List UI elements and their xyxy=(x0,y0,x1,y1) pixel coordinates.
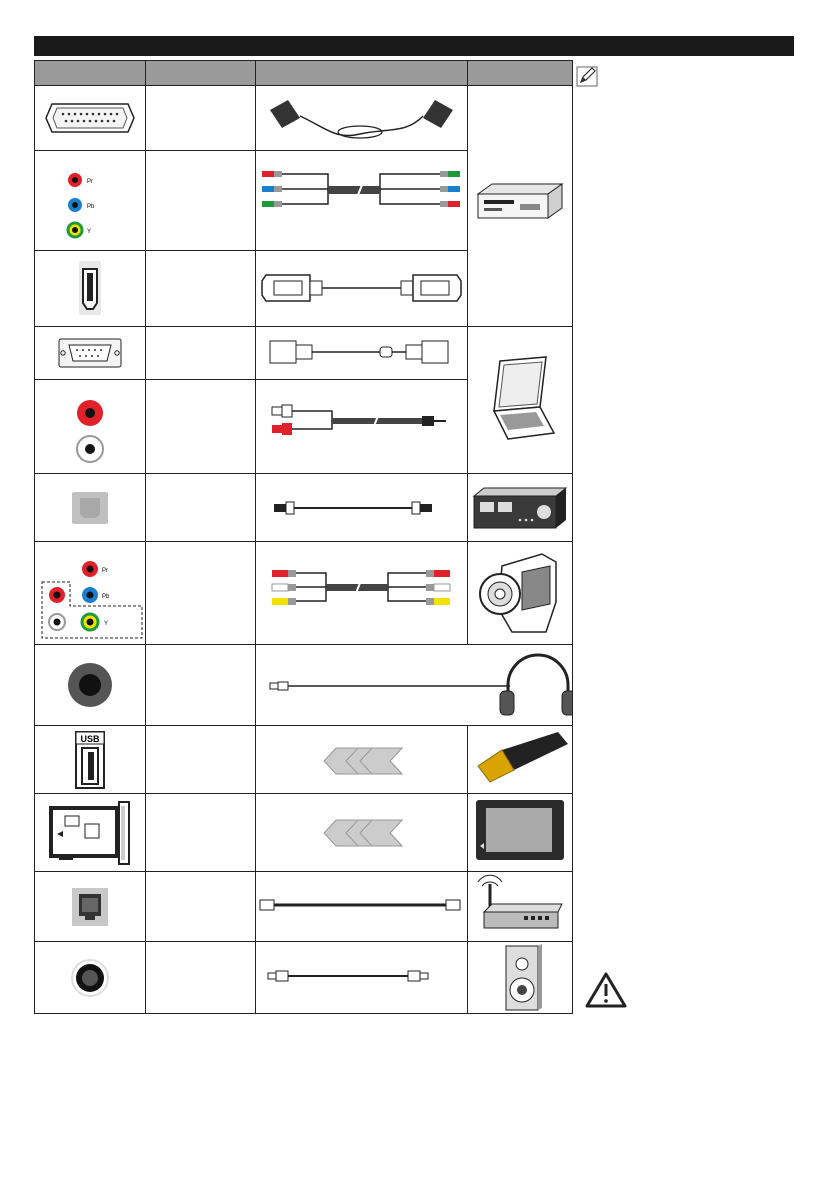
device-cell xyxy=(468,794,573,872)
connector-cell xyxy=(35,872,146,942)
connector-cell xyxy=(35,726,146,794)
column-header xyxy=(146,61,256,86)
optical-cable-icon xyxy=(256,474,467,541)
cable-device-cell xyxy=(256,645,573,726)
device-cell xyxy=(468,327,573,474)
component-cable-icon xyxy=(256,154,467,246)
dvd-recorder-icon xyxy=(468,86,572,326)
cable-cell xyxy=(256,942,468,1014)
cable-cell xyxy=(256,474,468,542)
table-header-row xyxy=(35,61,573,86)
insert-arrows-icon xyxy=(256,794,467,871)
pb-label: Pb xyxy=(87,204,95,211)
router-icon xyxy=(468,872,572,941)
description-cell xyxy=(146,794,256,872)
table-row xyxy=(35,327,573,380)
headphones-icon xyxy=(256,645,572,725)
rca-cable-icon xyxy=(256,942,467,1013)
table-row xyxy=(35,942,573,1014)
description-cell xyxy=(146,726,256,794)
connector-cell xyxy=(35,645,146,726)
scart-cable-icon xyxy=(256,88,467,147)
camcorder-icon xyxy=(468,542,572,644)
cable-cell xyxy=(256,542,468,645)
cam-module-icon xyxy=(468,794,572,871)
description-cell xyxy=(146,872,256,942)
connector-cell xyxy=(35,542,146,645)
device-cell xyxy=(468,726,573,794)
ethernet-port-icon xyxy=(35,872,145,941)
description-cell xyxy=(146,542,256,645)
description-cell xyxy=(146,645,256,726)
connector-cell xyxy=(35,942,146,1014)
description-cell xyxy=(146,474,256,542)
connections-table xyxy=(34,60,573,1014)
ci-slot-icon xyxy=(35,794,145,871)
warning-icon xyxy=(584,970,628,1010)
spdif-optical-connector-icon xyxy=(35,474,145,541)
component-connector-icon xyxy=(35,154,145,246)
table-row xyxy=(35,542,573,645)
description-cell xyxy=(146,250,256,326)
description-cell xyxy=(146,380,256,474)
vga-connector-icon xyxy=(35,327,145,379)
pencil-note-icon xyxy=(576,66,600,88)
device-cell xyxy=(468,942,573,1014)
usb-label: USB xyxy=(80,734,100,744)
cable-cell xyxy=(256,150,468,250)
vga-cable-icon xyxy=(256,327,467,379)
title-bar xyxy=(34,36,794,56)
device-cell xyxy=(468,542,573,645)
description-cell xyxy=(146,150,256,250)
usb-stick-icon xyxy=(468,726,572,793)
connector-cell xyxy=(35,380,146,474)
cable-cell xyxy=(256,872,468,942)
pb-label: Pb xyxy=(102,594,110,600)
cable-cell xyxy=(256,794,468,872)
subwoofer-out-icon xyxy=(35,942,145,1013)
device-cell xyxy=(468,86,573,327)
pr-label: Pr xyxy=(87,179,93,186)
table-row xyxy=(35,86,573,151)
warning-area xyxy=(584,970,628,1010)
usb-port-icon xyxy=(35,726,145,793)
connector-cell xyxy=(35,86,146,151)
y-label: Y xyxy=(87,229,92,236)
ethernet-cable-icon xyxy=(256,872,467,941)
table-row xyxy=(35,794,573,872)
connector-cell xyxy=(35,150,146,250)
connector-cell xyxy=(35,327,146,380)
cable-cell xyxy=(256,380,468,474)
table-row xyxy=(35,872,573,942)
description-cell xyxy=(146,327,256,380)
cable-cell xyxy=(256,726,468,794)
connector-cell xyxy=(35,250,146,326)
pc-audio-connector-icon xyxy=(35,381,145,473)
subwoofer-icon xyxy=(468,942,572,1013)
connector-cell xyxy=(35,794,146,872)
table-row xyxy=(35,474,573,542)
audio-amplifier-icon xyxy=(468,474,572,541)
description-cell xyxy=(146,942,256,1014)
hdmi-connector-icon xyxy=(35,253,145,323)
device-cell xyxy=(468,474,573,542)
cable-cell xyxy=(256,250,468,326)
side-notes xyxy=(576,66,600,88)
headphone-jack-icon xyxy=(35,645,145,725)
column-header xyxy=(468,61,573,86)
pr-label: Pr xyxy=(102,568,108,574)
connector-cell xyxy=(35,474,146,542)
av-cable-icon xyxy=(256,542,467,644)
side-av-connector-icon xyxy=(35,542,145,644)
laptop-icon xyxy=(468,327,572,473)
table-row xyxy=(35,726,573,794)
table-row xyxy=(35,645,573,726)
rca-to-jack-cable-icon xyxy=(256,381,467,473)
column-header xyxy=(35,61,146,86)
hdmi-cable-icon xyxy=(256,253,467,323)
description-cell xyxy=(146,86,256,151)
y-label: Y xyxy=(104,621,109,627)
insert-arrows-icon xyxy=(256,726,467,793)
cable-cell xyxy=(256,86,468,151)
device-cell xyxy=(468,872,573,942)
cable-cell xyxy=(256,327,468,380)
scart-connector-icon xyxy=(35,88,145,147)
column-header xyxy=(256,61,468,86)
